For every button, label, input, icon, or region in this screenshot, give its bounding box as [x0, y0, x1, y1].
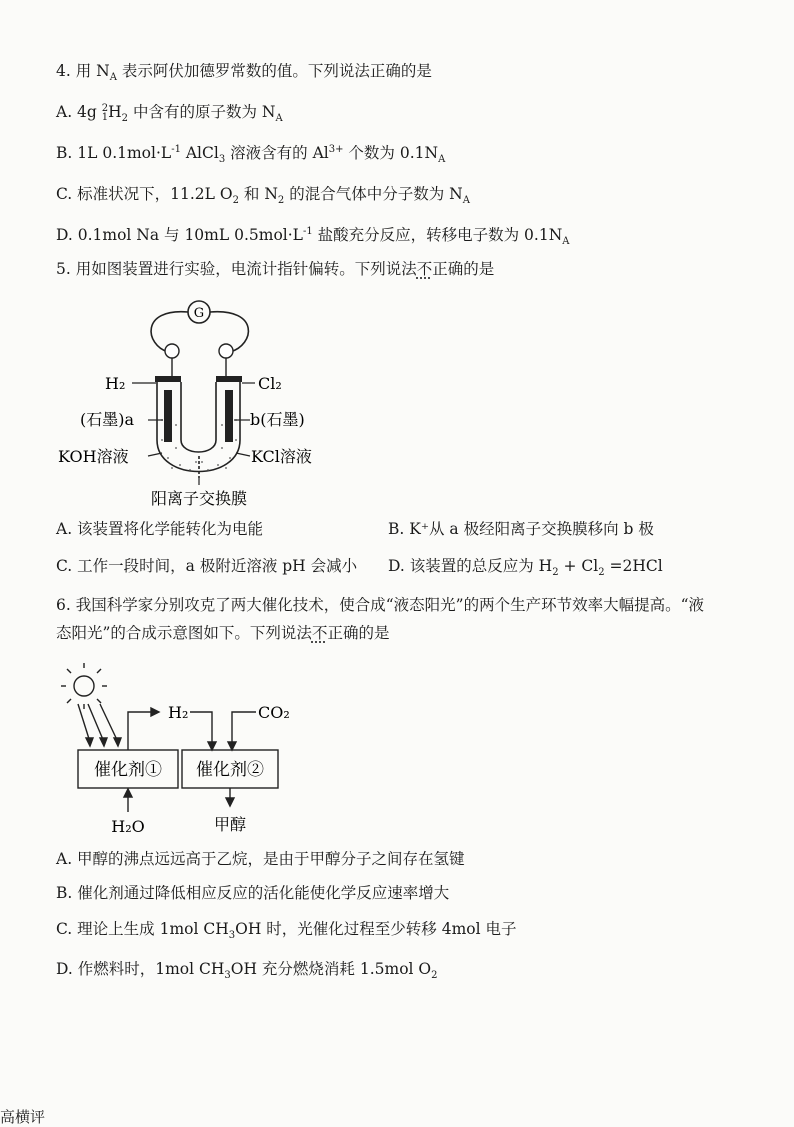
electrochemical-cell-diagram [50, 290, 380, 515]
q4-option-c: C. 标准状况下，11.2L $O_2$ 和 $N_2$ 的混合气体中分子数为 $N_A$ [56, 185, 470, 207]
q6-stem-line1: 6. 我国科学家分别攻克了两大催化技术，使合成“液态阳光”的两个生产环节效率大幅提高。“液 [56, 596, 704, 614]
q4-option-b: B. 1L $0.1mol\cdot L^{-1}$ AlCl$_3$ 溶液含有的 $Al^{3+}$ 个数为 $0.1N_A$ [56, 143, 446, 166]
q4-option-d: D. 0.1mol Na 与 10mL $0.5mol\cdot L^{-1}$ 盐酸充分反应，转移电子数为 $0.1N_A$ [56, 225, 570, 248]
h2-label: H₂ [168, 703, 189, 722]
q4-option-a: A. 4g 2 $1H_2$ 中含有的原子数为 $N_A$ [56, 103, 283, 125]
kcl-solution-label: KCl溶液 [251, 447, 312, 466]
q4-stem: 4. 用 $N_A$ 表示阿伏加德罗常数的值。下列说法正确的是 [56, 62, 432, 84]
h2-gas-label: H₂ [105, 374, 126, 393]
page-footer: 高横评 [0, 1108, 46, 1126]
catalyst-2-label: 催化剂② [196, 760, 264, 780]
q6-option-a: A. 甲醇的沸点远远高于乙烷，是由于甲醇分子之间存在氢键 [56, 850, 465, 868]
q5-option-d: D. 该装置的总反应为 $H_2 + Cl_2 =2HCl$ [388, 557, 663, 579]
q5-option-b: B. K⁺从 a 极经阳离子交换膜移向 b 极 [388, 520, 654, 538]
h2o-label: H₂O [111, 817, 145, 836]
galvanometer-label: G [193, 306, 205, 321]
cl2-gas-label: Cl₂ [258, 374, 282, 393]
q5-stem: 5. 用如图装置进行实验，电流计指针偏转。下列说法不正确的是 [56, 260, 495, 278]
q5-option-c: C. 工作一段时间，a 极附近溶液 pH 会减小 [56, 557, 358, 575]
q6-option-d: D. 作燃料时，1mol $CH_3OH$ 充分燃烧消耗 1.5mol $O_2$ [56, 960, 438, 982]
koh-solution-label: KOH溶液 [58, 447, 129, 466]
electrode-b-label: b(石墨) [250, 410, 305, 429]
q6-option-b: B. 催化剂通过降低相应反应的活化能使化学反应速率增大 [56, 884, 450, 902]
electrode-a-label: (石墨)a [80, 410, 135, 429]
sun-icon [61, 663, 107, 709]
liquid-sunshine-diagram [60, 662, 320, 842]
q5-option-a: A. 该装置将化学能转化为电能 [56, 520, 264, 538]
q6-option-c: C. 理论上生成 1mol $CH_3OH$ 时，光催化过程至少转移 4mol 电子 [56, 920, 517, 942]
catalyst-1-label: 催化剂① [94, 760, 162, 780]
co2-label: CO₂ [258, 703, 290, 722]
membrane-label: 阳离子交换膜 [150, 489, 248, 508]
q6-stem-line2: 态阳光”的合成示意图如下。下列说法不正确的是 [56, 624, 390, 642]
methanol-label: 甲醇 [213, 815, 247, 834]
